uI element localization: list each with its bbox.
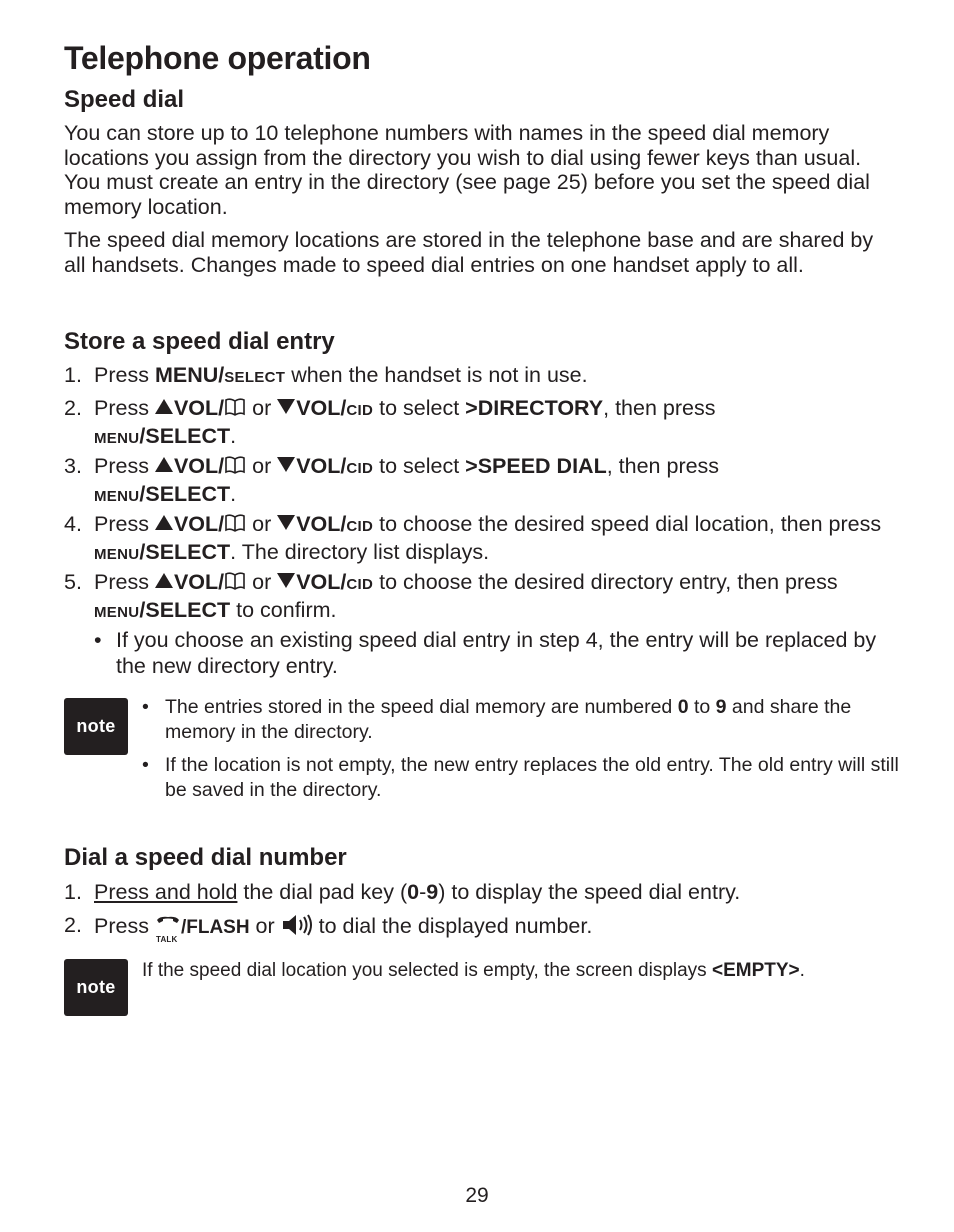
section-heading-speed-dial: Speed dial	[64, 86, 185, 113]
menu-target: >DIRECTORY	[465, 396, 604, 420]
bullet-icon: •	[142, 754, 149, 776]
triangle-up-icon	[155, 573, 173, 588]
book-icon	[224, 513, 246, 533]
triangle-down-icon	[277, 515, 295, 530]
speed-dial-intro-paragraph: You can store up to 10 telephone numbers with names in the speed dial memory locations you assign from the directory you wish to dial using fewer keys than usual. You must create an entry in the directory (see page 25) before you set the speed dial memory location.	[64, 121, 870, 219]
bullet-icon: •	[142, 696, 149, 718]
triangle-down-icon	[277, 399, 295, 414]
dial-step-2: 2. Press TALK /FLASH or to dial the displayed number.	[64, 913, 593, 944]
book-icon	[224, 397, 246, 417]
triangle-up-icon	[155, 399, 173, 414]
page-number: 29	[465, 1184, 489, 1207]
dial-step-1: 1. Press and hold the dial pad key (0-9) to display the speed dial entry.	[64, 880, 741, 904]
select-key-label: SELECT	[224, 369, 286, 386]
triangle-up-icon	[155, 457, 173, 472]
step-number: 1.	[64, 363, 82, 387]
talk-handset-icon: TALK	[155, 915, 181, 937]
store-step-3: 3. Press VOL/ or VOL/CID to select >SPEED DIAL, then press MENU/SELECT.	[64, 454, 720, 506]
note-bullet-1: • The entries stored in the speed dial memory are numbered 0 to 9 and share the memory in the directory.	[142, 696, 852, 743]
store-sub-bullet: • If you choose an existing speed dial entry in step 4, the entry will be replaced by the new directory entry.	[94, 628, 877, 678]
step-number: 2.	[64, 913, 82, 937]
speakerphone-icon	[281, 913, 313, 937]
store-step-2: 2. Press VOL/ or VOL/CID to select >DIRECTORY, then press MENU/SELECT.	[64, 396, 716, 448]
note-badge: note	[64, 959, 128, 1016]
note-bullet-2: • If the location is not empty, the new entry replaces the old entry. The old entry will still be saved in the directory.	[142, 754, 899, 801]
step-number: 3.	[64, 454, 82, 478]
step-number: 1.	[64, 880, 82, 904]
book-icon	[224, 455, 246, 475]
page-title: Telephone operation	[64, 40, 371, 76]
triangle-up-icon	[155, 515, 173, 530]
note-badge: note	[64, 698, 128, 755]
note-empty-text: If the speed dial location you selected is empty, the screen displays <EMPTY>.	[142, 960, 805, 981]
store-step-1: 1. Press MENU/SELECT when the handset is not in use.	[64, 363, 588, 387]
triangle-down-icon	[277, 573, 295, 588]
step-number: 2.	[64, 396, 82, 420]
triangle-down-icon	[277, 457, 295, 472]
section-heading-store: Store a speed dial entry	[64, 328, 335, 355]
book-icon	[224, 571, 246, 591]
store-step-4: 4. Press VOL/ or VOL/CID to choose the desired speed dial location, then press MENU/SELECT. The directory list displays.	[64, 512, 882, 564]
speed-dial-shared-paragraph: The speed dial memory locations are stored in the telephone base and are shared by all handsets. Changes made to speed dial entries on one handset apply to all.	[64, 228, 874, 277]
step-number: 5.	[64, 570, 82, 594]
store-step-5: 5. Press VOL/ or VOL/CID to choose the desired directory entry, then press MENU/SELECT to confirm.	[64, 570, 838, 622]
menu-target: >SPEED DIAL	[465, 454, 607, 478]
step-number: 4.	[64, 512, 82, 536]
section-heading-dial: Dial a speed dial number	[64, 844, 347, 871]
bullet-icon: •	[94, 628, 102, 652]
menu-key-label: MENU/	[154, 363, 225, 387]
